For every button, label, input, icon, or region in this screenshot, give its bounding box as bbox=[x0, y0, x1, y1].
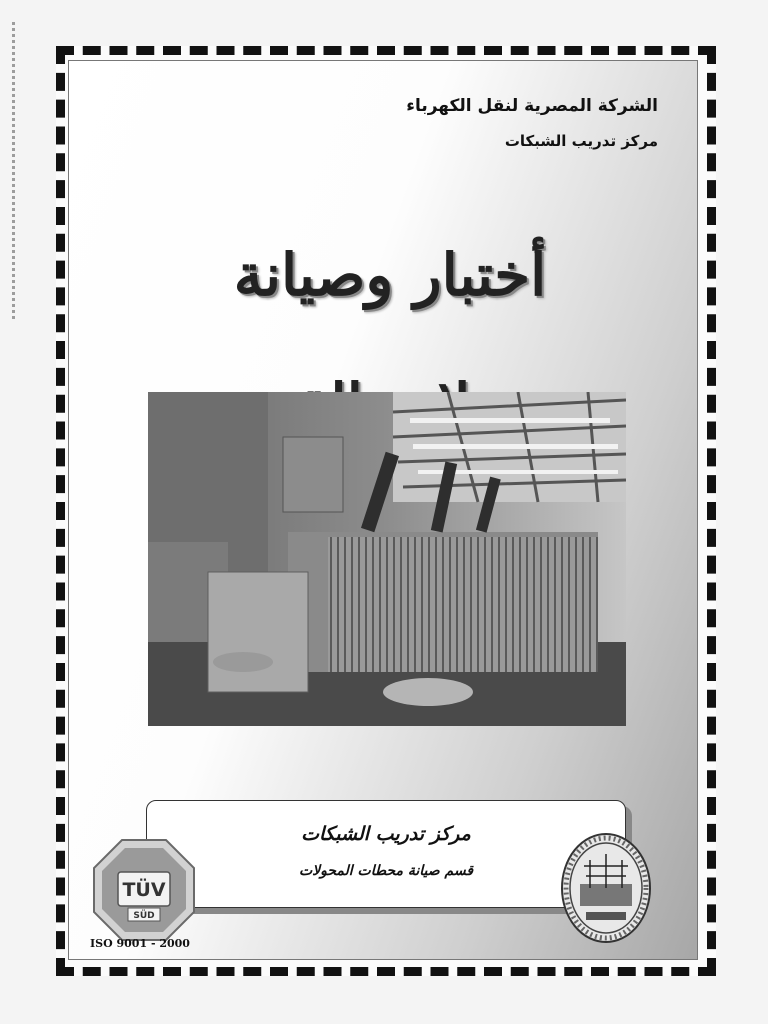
company-name: الشركة المصرية لنقل الكهرباء bbox=[406, 96, 658, 116]
company-seal bbox=[560, 832, 652, 944]
tuv-logo-text: TÜV bbox=[122, 879, 166, 901]
department-center-label: مركز تدريب الشبكات bbox=[301, 823, 471, 845]
iso-certification-label: ISO 9001 - 2000 bbox=[90, 937, 190, 950]
transformer-photo bbox=[148, 392, 626, 726]
tuv-logo-subtext: SÜD bbox=[133, 911, 155, 921]
training-center-name: مركز تدريب الشبكات bbox=[504, 132, 658, 150]
margin-strip bbox=[12, 22, 15, 322]
department-box bbox=[146, 800, 626, 908]
department-section-label: قسم صيانة محطات المحولات bbox=[298, 863, 474, 879]
tuv-certification-logo bbox=[92, 838, 196, 942]
document-title: أختبار وصيانة bbox=[233, 241, 547, 309]
